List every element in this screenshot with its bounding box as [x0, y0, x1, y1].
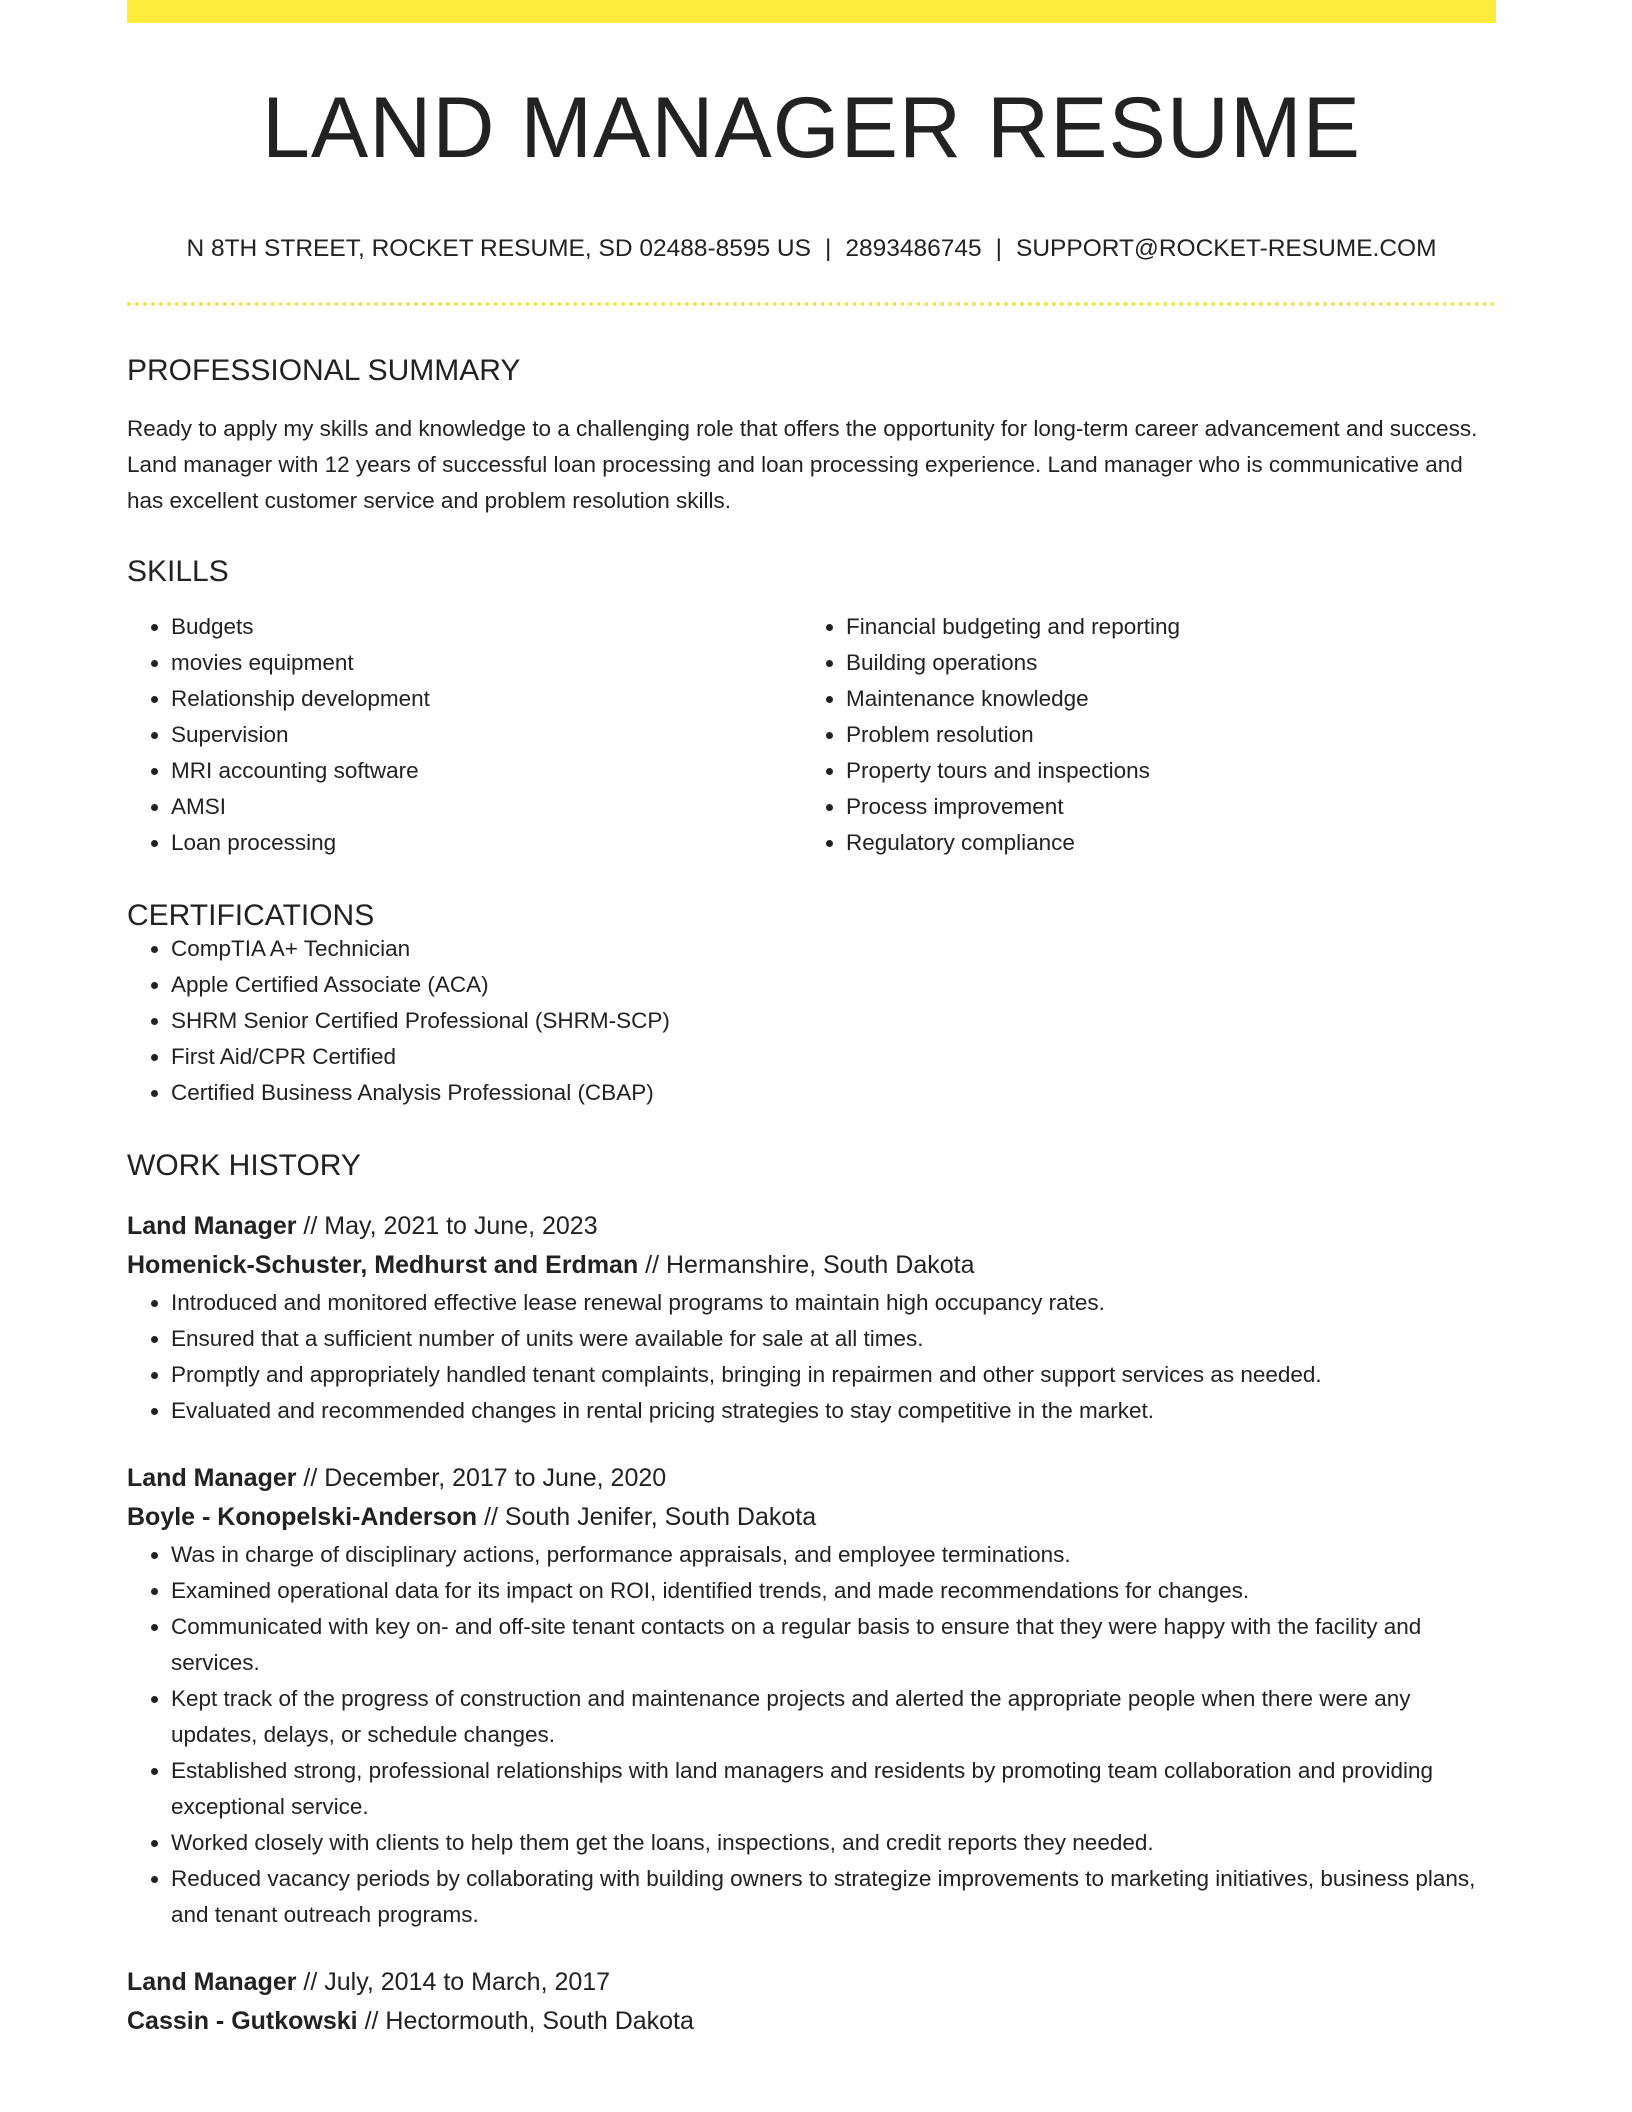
job-role: Land Manager	[127, 1211, 297, 1240]
job-bullets	[127, 1537, 1496, 1933]
job-entry	[127, 1963, 1496, 2041]
job-bullet: • Introduced and monitored effective lease renewal programs to maintain high occupancy rates.	[171, 1285, 1496, 1321]
job-bullet: • Ensured that a sufficient number of units were available for sale at all times.	[171, 1321, 1496, 1357]
job-company: Cassin - Gutkowski	[127, 2006, 358, 2035]
job-role: Land Manager	[127, 1463, 297, 1492]
skill-item: • Process improvement	[846, 789, 1477, 825]
skills-column-left	[127, 609, 802, 861]
job-dates: // May, 2021 to June, 2023	[296, 1211, 598, 1240]
contact-email: SUPPORT@ROCKET-RESUME.COM	[1015, 235, 1437, 262]
skill-item: • AMSI	[171, 789, 802, 825]
job-company-line	[127, 2002, 1496, 2041]
contact-separator: |	[995, 235, 1002, 262]
certification-item: • SHRM Senior Certified Professional (SHRM-SCP)	[171, 1003, 1496, 1039]
job-bullet: • Worked closely with clients to help them get the loans, inspections, and credit reports they needed.	[171, 1825, 1496, 1861]
job-bullets	[127, 1285, 1496, 1429]
job-bullet: • Kept track of the progress of construction and maintenance projects and alerted the appropriate people when there were any updates, delays, or schedule changes.	[171, 1681, 1496, 1753]
contact-line	[127, 237, 1496, 262]
job-role-line	[127, 1459, 1496, 1498]
skills-heading: SKILLS	[127, 554, 229, 588]
job-bullet: • Promptly and appropriately handled tenant complaints, bringing in repairmen and other support services as needed.	[171, 1357, 1496, 1393]
job-location: // Hermanshire, South Dakota	[638, 1250, 975, 1279]
skill-item: • Relationship development	[171, 681, 802, 717]
job-bullet: • Examined operational data for its impact on ROI, identified trends, and made recommendations for changes.	[171, 1573, 1496, 1609]
job-company-line	[127, 1498, 1496, 1537]
contact-phone: 2893486745	[845, 235, 982, 262]
header-divider	[127, 302, 1496, 306]
job-dates: // December, 2017 to June, 2020	[296, 1463, 667, 1492]
job-bullet: • Reduced vacancy periods by collaborating with building owners to strategize improvements to marketing initiatives, business plans, and tenant outreach programs.	[171, 1861, 1496, 1933]
skill-item: • movies equipment	[171, 645, 802, 681]
skill-item: • Regulatory compliance	[846, 825, 1477, 861]
work-history-heading: WORK HISTORY	[127, 1148, 361, 1182]
summary-text: Ready to apply my skills and knowledge to a challenging role that offers the opportunity for long-term career advancement and success. Land manager with 12 years of successful loan processing and loan processing experience. Land manager who is communicative and has excellent customer service and problem resolution skills.	[127, 415, 1478, 513]
contact-separator: |	[824, 235, 832, 262]
skills-column-right	[802, 609, 1477, 861]
certification-item: • Certified Business Analysis Professional (CBAP)	[171, 1075, 1496, 1111]
summary-heading: PROFESSIONAL SUMMARY	[127, 353, 521, 387]
job-location: // Hectormouth, South Dakota	[357, 2006, 694, 2035]
job-bullet: • Established strong, professional relationships with land managers and residents by promoting team collaboration and providing exceptional service.	[171, 1753, 1496, 1825]
job-bullet: • Communicated with key on- and off-site tenant contacts on a regular basis to ensure that they were happy with the facility and services.	[171, 1609, 1496, 1681]
job-role: Land Manager	[127, 1967, 297, 1996]
accent-bar	[127, 0, 1496, 23]
job-company: Boyle - Konopelski-Anderson	[127, 1502, 478, 1531]
skill-item: • Financial budgeting and reporting	[846, 609, 1477, 645]
certification-item: • CompTIA A+ Technician	[171, 931, 1496, 967]
resume-title: LAND MANAGER RESUME	[262, 80, 1361, 176]
certification-item: • Apple Certified Associate (ACA)	[171, 967, 1496, 1003]
skill-item: • Budgets	[171, 609, 802, 645]
skill-item: • Supervision	[171, 717, 802, 753]
resume-page	[127, 0, 1496, 2041]
certifications-list	[127, 931, 1496, 1111]
job-location: // South Jenifer, South Dakota	[477, 1502, 817, 1531]
skill-item: • Problem resolution	[846, 717, 1477, 753]
contact-address: N 8TH STREET, ROCKET RESUME, SD 02488-8595 US	[186, 235, 811, 262]
job-company: Homenick-Schuster, Medhurst and Erdman	[127, 1250, 639, 1279]
skill-item: • Maintenance knowledge	[846, 681, 1477, 717]
job-dates: // July, 2014 to March, 2017	[296, 1967, 611, 1996]
job-company-line	[127, 1246, 1496, 1285]
skill-item: • Property tours and inspections	[846, 753, 1477, 789]
certifications-heading: CERTIFICATIONS	[127, 898, 375, 932]
skill-item: • MRI accounting software	[171, 753, 802, 789]
skill-item: • Building operations	[846, 645, 1477, 681]
job-bullet: • Was in charge of disciplinary actions, performance appraisals, and employee terminations.	[171, 1537, 1496, 1573]
certification-item: • First Aid/CPR Certified	[171, 1039, 1496, 1075]
job-role-line	[127, 1207, 1496, 1246]
job-entry	[127, 1459, 1496, 1933]
job-role-line	[127, 1963, 1496, 2002]
job-entry	[127, 1207, 1496, 1429]
skill-item: • Loan processing	[171, 825, 802, 861]
skills-grid	[127, 609, 1496, 861]
job-bullet: • Evaluated and recommended changes in rental pricing strategies to stay competitive in the market.	[171, 1393, 1496, 1429]
